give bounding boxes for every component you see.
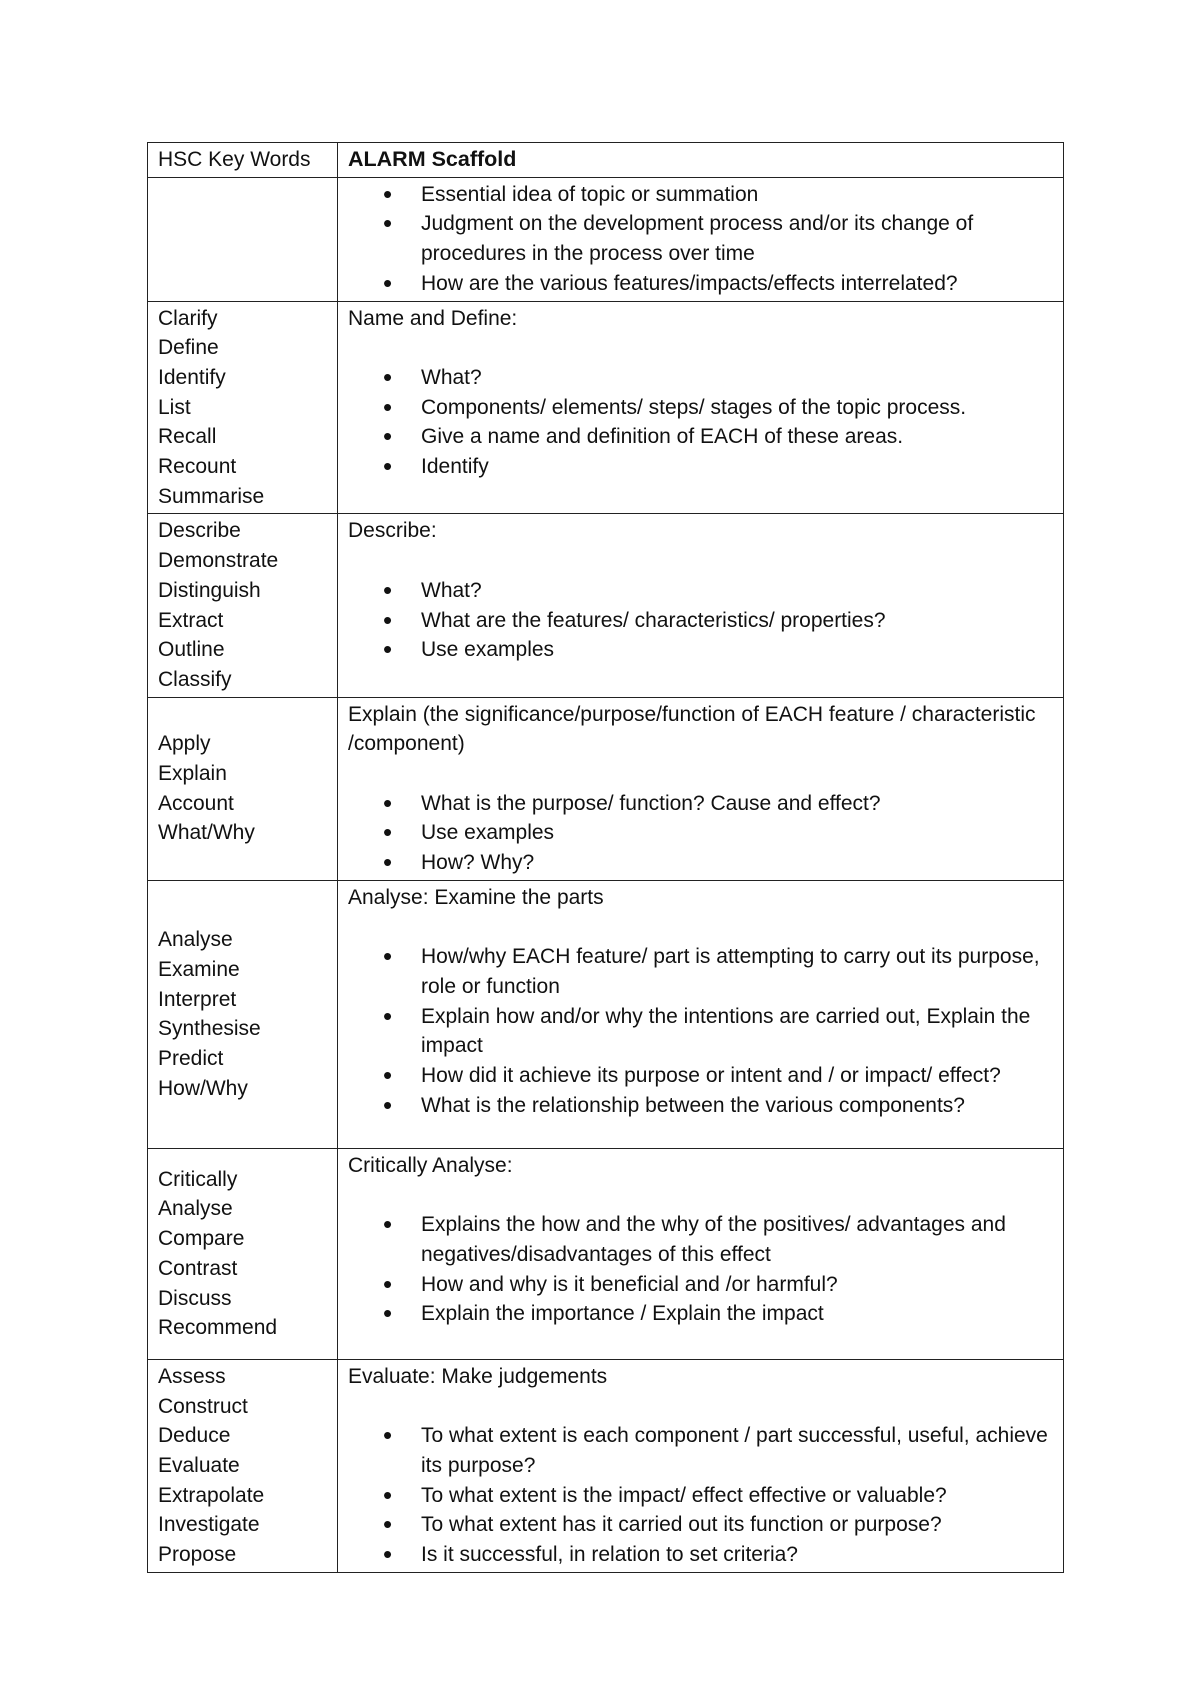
scaffold-cell: [338, 301, 1064, 514]
list-item: • What is the relationship between the various components?: [348, 1091, 1053, 1121]
list-item: • How/why EACH feature/ part is attempting to carry out its purpose, role or function: [348, 942, 1053, 1001]
keyword: Recall: [158, 425, 217, 449]
section-heading: Evaluate: Make judgements: [348, 1364, 608, 1388]
keywords-cell: [148, 514, 338, 697]
keyword: What/Why: [158, 821, 255, 845]
bullet-list: [348, 1421, 1053, 1570]
keywords-cell: [148, 301, 338, 514]
keyword: Synthesise: [158, 1017, 261, 1041]
header-key-words: HSC Key Words: [148, 143, 338, 178]
list-item: • How and why is it beneficial and /or harmful?: [348, 1270, 1053, 1300]
list-item: • What are the features/ characteristics/ properties?: [348, 606, 1053, 636]
keyword: Outline: [158, 638, 225, 662]
keyword: Deduce: [158, 1424, 231, 1448]
keyword: Clarify: [158, 306, 218, 330]
list-item: • How are the various features/impacts/effects interrelated?: [348, 269, 1053, 299]
table-row-summary: [148, 177, 1064, 301]
list-item: • To what extent has it carried out its function or purpose?: [348, 1510, 1053, 1540]
keyword: Define: [158, 336, 219, 360]
keyword: Assess: [158, 1364, 226, 1388]
table-row-define: [148, 301, 1064, 514]
keyword: Recommend: [158, 1316, 278, 1340]
list-item: • To what extent is the impact/ effect effective or valuable?: [348, 1481, 1053, 1511]
scaffold-cell: [338, 697, 1064, 880]
list-item: • Explain how and/or why the intentions are carried out, Explain the impact: [348, 1002, 1053, 1061]
section-heading: Critically Analyse:: [348, 1153, 513, 1177]
table-row-critically-analyse: [148, 1148, 1064, 1359]
list-item: • Explains the how and the why of the positives/ advantages and negatives/disadvantages of this effect: [348, 1210, 1053, 1269]
scaffold-cell: [338, 1359, 1064, 1572]
list-item: • Is it successful, in relation to set criteria?: [348, 1540, 1053, 1570]
header-alarm-scaffold: ALARM Scaffold: [338, 143, 1064, 178]
keyword: Construct: [158, 1394, 248, 1418]
keyword: Critically: [158, 1167, 238, 1191]
list-item: • What?: [348, 576, 1053, 606]
keyword: How/Why: [158, 1076, 248, 1100]
keywords-cell: [148, 880, 338, 1148]
list-item: • What?: [348, 363, 1053, 393]
scaffold-cell: [338, 1148, 1064, 1359]
keyword: Contrast: [158, 1256, 238, 1280]
keywords-cell: [148, 1359, 338, 1572]
list-item: • Identify: [348, 452, 1053, 482]
list-item: • Use examples: [348, 635, 1053, 665]
section-heading: Analyse: Examine the parts: [348, 885, 604, 909]
table-header-row: [148, 143, 1064, 178]
list-item: • How did it achieve its purpose or intent and / or impact/ effect?: [348, 1061, 1053, 1091]
list-item: • To what extent is each component / part successful, useful, achieve its purpose?: [348, 1421, 1053, 1480]
bullet-list: [348, 1210, 1053, 1329]
scaffold-cell: [338, 880, 1064, 1148]
table-row-explain: [148, 697, 1064, 880]
keyword: Investigate: [158, 1513, 260, 1537]
scaffold-cell: [338, 177, 1064, 301]
keyword: Predict: [158, 1047, 224, 1071]
keyword: Explain: [158, 762, 227, 786]
table-row-analyse: [148, 880, 1064, 1148]
list-item: • Use examples: [348, 818, 1053, 848]
list-item: • Explain the importance / Explain the impact: [348, 1299, 1053, 1329]
keyword: List: [158, 395, 191, 419]
keyword: Analyse: [158, 928, 233, 952]
keyword: Describe: [158, 519, 241, 543]
scaffold-cell: [338, 514, 1064, 697]
keywords-cell: [148, 697, 338, 880]
list-item: • Give a name and definition of EACH of these areas.: [348, 422, 1053, 452]
table-row-describe: [148, 514, 1064, 697]
keyword: Distinguish: [158, 578, 261, 602]
keyword: Evaluate: [158, 1453, 240, 1477]
keyword: Classify: [158, 667, 232, 691]
section-heading: Name and Define:: [348, 306, 518, 330]
keyword: Account: [158, 791, 234, 815]
keyword: Examine: [158, 957, 240, 981]
keyword: Recount: [158, 455, 237, 479]
bullet-list: [348, 942, 1053, 1120]
keyword: Propose: [158, 1543, 237, 1567]
keyword: Analyse: [158, 1197, 233, 1221]
list-item: • Essential idea of topic or summation: [348, 180, 1053, 210]
section-heading: Describe:: [348, 519, 437, 543]
list-item: • Components/ elements/ steps/ stages of the topic process.: [348, 393, 1053, 423]
keyword: Identify: [158, 365, 226, 389]
table-row-evaluate: [148, 1359, 1064, 1572]
keywords-cell: [148, 1148, 338, 1359]
keyword: Interpret: [158, 987, 237, 1011]
alarm-scaffold-table: [147, 142, 1064, 1573]
bullet-list: [348, 363, 1053, 482]
keyword: Summarise: [158, 484, 265, 508]
list-item: • How? Why?: [348, 848, 1053, 878]
bullet-list: [348, 789, 1053, 878]
keyword: Extrapolate: [158, 1483, 265, 1507]
bullet-list: [348, 576, 1053, 665]
list-item: • What is the purpose/ function? Cause and effect?: [348, 789, 1053, 819]
keyword: Demonstrate: [158, 549, 279, 573]
list-item: • Judgment on the development process and/or its change of procedures in the process over time: [348, 209, 1053, 268]
keyword: Extract: [158, 608, 224, 632]
section-heading: Explain (the significance/purpose/function of EACH feature / characteristic /component): [348, 702, 1036, 756]
keyword: Apply: [158, 732, 211, 756]
keywords-cell: [148, 177, 338, 301]
keyword: Compare: [158, 1227, 245, 1251]
keyword: Discuss: [158, 1286, 232, 1310]
bullet-list: [348, 180, 1053, 299]
